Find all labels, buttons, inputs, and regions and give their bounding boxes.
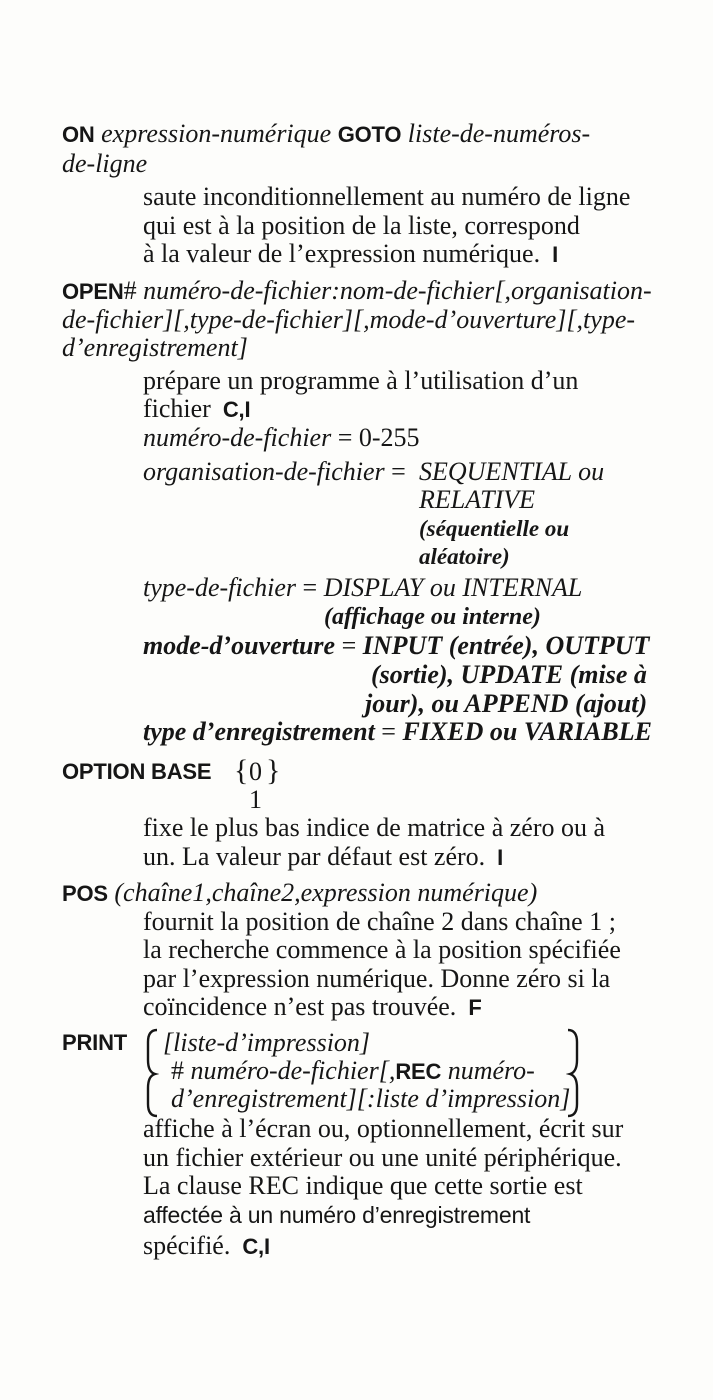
on-goto-desc-3 [143,238,558,271]
print-desc-1: affiche à l’écran ou, optionnellement, écrit sur [143,1114,624,1143]
on-goto-syntax-line2: de-ligne [62,149,148,178]
option-value-0: 0 [249,757,262,786]
param-value-line: SEQUENTIAL ou [419,457,605,486]
param-value-line: jour), ou APPEND (ajout) [365,689,648,718]
param-value-line: (sortie), UPDATE (mise à [371,660,647,689]
open-syntax-line2: de-fichier][,type-de-fichier][,mode-d’ouverture][,type- [62,305,636,334]
param-name: type d’enregistrement [143,717,375,746]
print-desc-3: La clause REC indique que cette sortie est [143,1171,583,1200]
open-param-file-number [143,422,420,454]
on-goto-syntax-line1 [62,118,590,151]
print-file-number: numéro-de-fichier[, [190,1056,396,1085]
pos-flag: F [468,995,482,1020]
param-value: INPUT (entrée), OUTPUT [362,631,650,660]
option-desc-2 [143,841,503,874]
option-desc-2-text: un. La valeur par défaut est zéro. [143,842,486,871]
open-syntax-line3: d’enregistrement] [62,333,248,362]
left-brace: { [234,754,249,787]
print-desc-4: affectée à un numéro d’enregistrement [143,1202,531,1228]
right-brace: } [266,754,281,787]
open-param-open-mode [143,630,649,662]
param-equals: = [302,573,318,602]
on-arg-expression: expression-numérique [101,119,332,148]
print-desc-5-text: spécifié. [143,1231,231,1260]
param-value-line: (affichage ou interne) [324,604,541,630]
param-value: FIXED ou VARIABLE [402,717,652,746]
param-value-line: (séquentielle ou [419,516,570,541]
option-desc-1: fixe le plus bas indice de matrice à zéro ou à [143,813,606,842]
keyword-rec: REC [395,1059,442,1084]
pos-desc-2: la recherche commence à la position spécifiée [143,935,621,964]
print-syntax-list: [liste-d’impression] [163,1028,371,1057]
open-param-record-type [143,716,652,748]
param-equals: = [381,717,396,746]
keyword-print: PRINT [62,1030,128,1055]
open-flag: C,I [222,397,251,422]
param-equals: = [391,457,406,486]
param-name: type-de-fichier [143,573,297,602]
open-param-file-type [143,572,582,604]
keyword-goto: GOTO [337,122,402,147]
print-right-brace [566,1028,580,1118]
print-record-number: numéro- [447,1056,535,1085]
open-param-organisation [143,456,406,488]
param-name: mode-d’ouverture [143,631,336,660]
on-goto-desc-3-text: à la valeur de l’expression numérique. [143,239,541,268]
param-value: 0-255 [358,423,420,452]
print-desc-2: un fichier extérieur ou une unité périphérique. [143,1143,622,1172]
open-syntax-1: numéro-de-fichier:nom-de-fichier[,organisation- [143,276,652,305]
on-goto-desc-1: saute inconditionnellement au numéro de ligne [143,182,631,211]
on-arg-line-list: liste-de-numéros- [407,119,591,148]
keyword-on: ON [62,122,95,147]
keyword-option-base: OPTION BASE [62,759,212,784]
option-value-1: 1 [249,785,262,814]
option-flag: I [497,845,504,870]
pos-desc-4 [143,991,482,1024]
param-equals: = [341,631,357,660]
param-name: organisation-de-fichier [143,457,385,486]
print-syntax-record: d’enregistrement][:liste d’impression] [171,1084,571,1113]
param-value-line: RELATIVE [419,485,536,514]
keyword-open: OPEN [62,279,124,304]
pos-desc-4-text: coïncidence n’est pas trouvée. [143,992,457,1021]
param-name: numéro-de-fichier [143,423,332,452]
on-goto-flag: I [552,242,558,267]
print-left-brace [145,1028,159,1118]
on-goto-desc-2: qui est à la position de la liste, correspond [143,211,580,240]
param-equals: = [337,423,353,452]
print-hash: # [171,1056,184,1085]
open-desc-1: prépare un programme à l’utilisation d’un [143,366,579,395]
pos-desc-3: par l’expression numérique. Donne zéro si la [143,964,611,993]
open-desc-2-text: fichier [143,394,211,423]
print-flag: C,I [242,1234,270,1259]
open-hash: # [123,276,137,305]
keyword-pos: POS [62,881,108,906]
pos-desc-1: fournit la position de chaîne 2 dans chaîne 1 ; [143,907,616,936]
param-value-line: aléatoire) [419,544,510,569]
pos-args: (chaîne1,chaîne2,expression numérique) [114,878,538,907]
param-value: DISPLAY ou INTERNAL [323,573,583,602]
print-desc-5 [143,1230,270,1263]
